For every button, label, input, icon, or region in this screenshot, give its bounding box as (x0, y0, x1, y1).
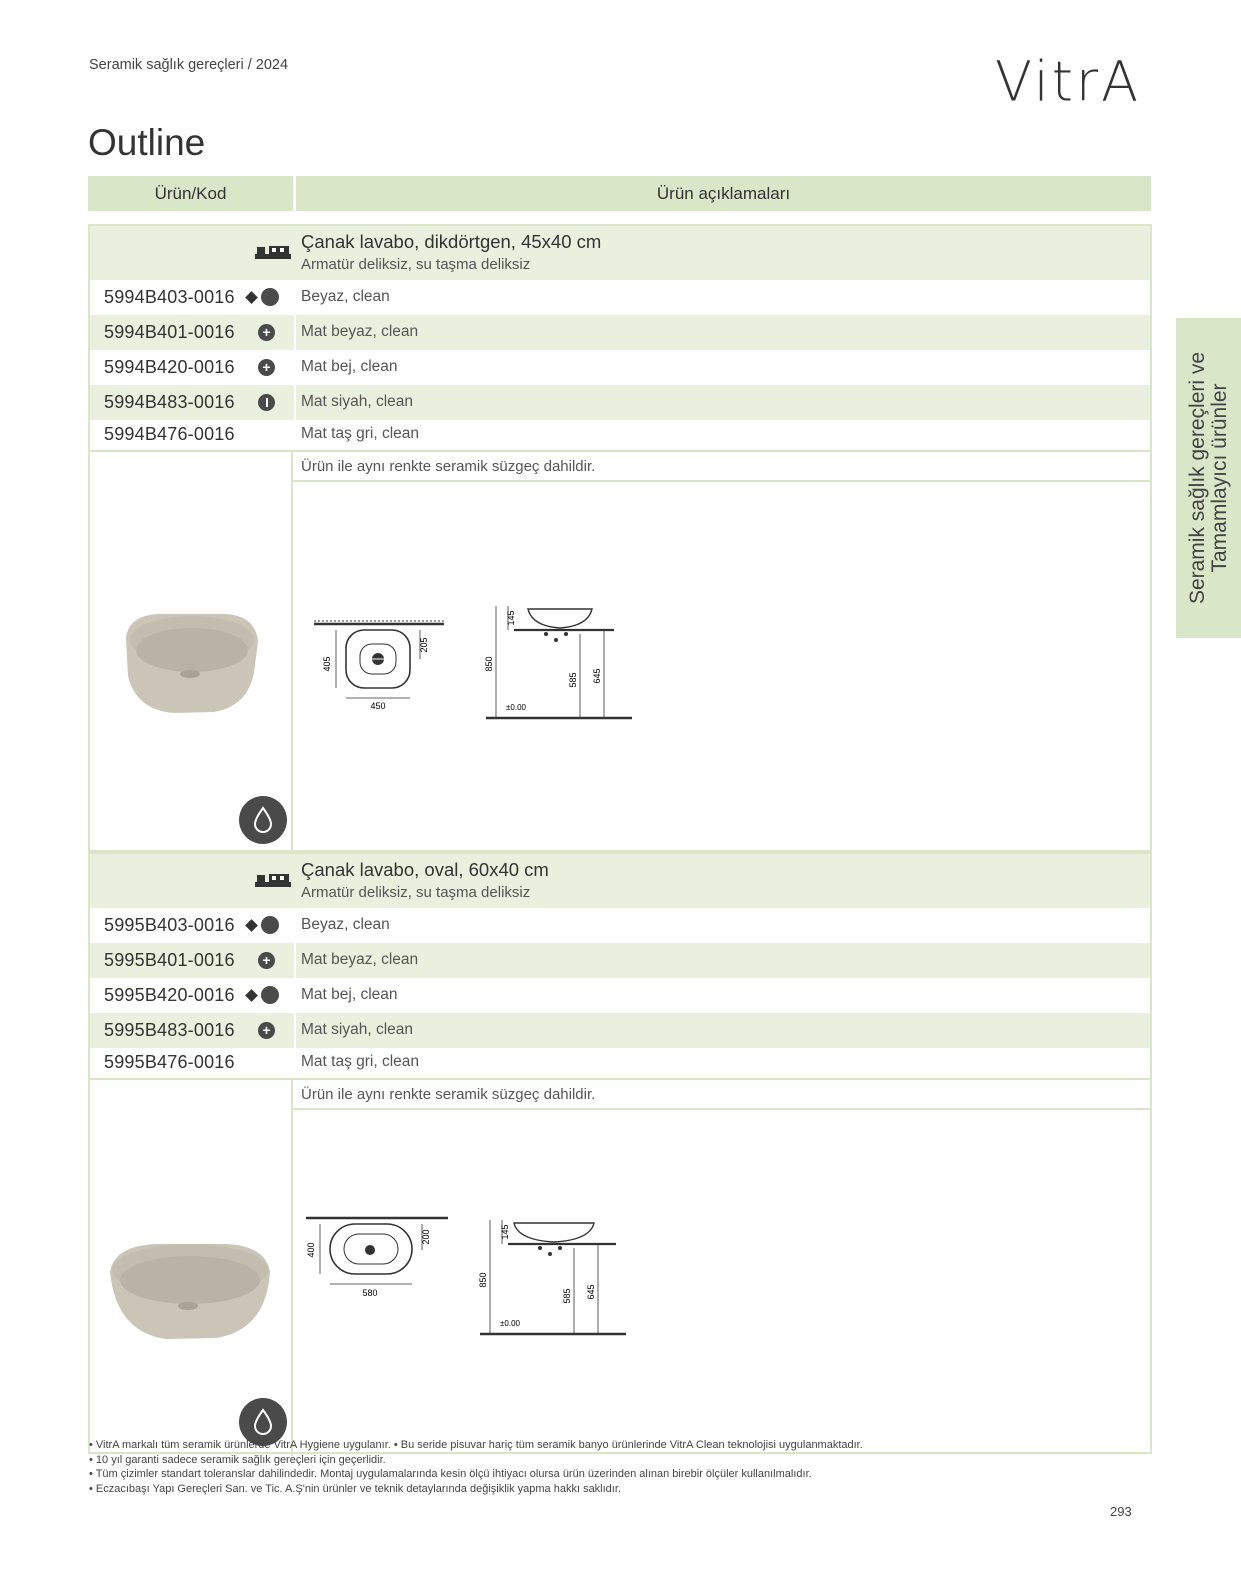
dot-marker-icon (261, 288, 279, 306)
product-subtitle: Armatür deliksiz, su taşma deliksiz (301, 884, 531, 901)
product-row[interactable] (90, 978, 1150, 1013)
side-section-label (1187, 328, 1231, 628)
dimension-depth: 400 (306, 1242, 316, 1258)
dimension-drain-a: 585 (562, 1288, 572, 1304)
dot-marker-icon (261, 916, 279, 934)
product-code: 5994B401-0016 (104, 322, 235, 342)
side-section-line1: Seramik sağlık gereçleri ve (1185, 351, 1209, 605)
dimension-height-total: 850 (478, 1272, 488, 1288)
footnote: • Eczacıbaşı Yapı Gereçleri San. ve Tic. A.Ş'nin ürünler ve teknik detaylarında değişiklik yapma hakkı saklıdır. (89, 1482, 621, 1495)
page-number: 293 (1110, 1504, 1132, 1519)
plus-marker-icon: + (258, 324, 275, 341)
dimension-drain-a: 585 (568, 672, 578, 688)
product-description: Mat bej, clean (301, 358, 398, 375)
footnote: • VitrA markalı tüm seramik ürünlerde VitrA Hygiene uygulanır. • Bu seride pisuvar hariç tüm seramik banyo ürünlerinde VitrA Clean teknolojisi uygulanmaktadır. (89, 1439, 863, 1451)
product-block-1 (88, 224, 1152, 852)
product-row[interactable] (90, 280, 1150, 315)
product-row[interactable] (90, 943, 1150, 978)
water-drop-icon (239, 796, 287, 844)
product-description: Mat taş gri, clean (301, 1053, 420, 1070)
footnote: • Tüm çizimler standart toleranslar dahilindedir. Montaj uygulamalarında kesin ölçü ihtiyacı olursa ürün üzerinden alınan birebir ölçüler kullanılmalıdır. (89, 1468, 812, 1480)
product-row[interactable] (90, 315, 1150, 350)
product-code: 5995B476-0016 (104, 1052, 235, 1072)
countertop-mount-icon (255, 872, 291, 888)
product-code: 5995B401-0016 (104, 950, 235, 970)
product-header (90, 226, 1150, 280)
diamond-marker-icon (245, 919, 258, 932)
product-block-2 (88, 852, 1152, 1454)
countertop-mount-icon (255, 244, 291, 260)
product-row[interactable] (90, 420, 1150, 450)
vitra-logo: VitrA (995, 49, 1142, 114)
bar-marker-icon (258, 394, 275, 411)
dimension-depth: 405 (322, 656, 332, 672)
side-section-line2: Tamamlayıcı ürünler (1207, 383, 1231, 573)
product-row[interactable] (90, 350, 1150, 385)
diamond-marker-icon (245, 291, 258, 304)
technical-drawing-top-view (302, 1210, 452, 1310)
footnotes (89, 1438, 863, 1496)
dimension-height-total: 850 (484, 656, 494, 672)
dot-marker-icon (261, 986, 279, 1004)
product-header (90, 854, 1150, 908)
product-title: Çanak lavabo, oval, 60x40 cm (301, 859, 549, 880)
dimension-half-depth: 205 (419, 637, 429, 653)
header-category: Seramik sağlık gereçleri / 2024 (89, 57, 289, 73)
product-description: Mat siyah, clean (301, 1021, 413, 1038)
page-title: Outline (88, 122, 206, 163)
product-code: 5994B476-0016 (104, 424, 235, 444)
dimension-bowl-height: 145 (506, 610, 516, 626)
product-note: Ürün ile aynı renkte seramik süzgeç dahildir. (301, 458, 596, 475)
product-description: Mat taş gri, clean (301, 425, 420, 442)
product-code: 5994B403-0016 (104, 287, 235, 307)
technical-drawing-top-view (308, 616, 448, 716)
product-description: Beyaz, clean (301, 288, 390, 305)
dimension-drain-b: 645 (586, 1284, 596, 1300)
dimension-floor: ±0.00 (506, 703, 526, 712)
dimension-half-depth: 200 (421, 1229, 431, 1245)
column-header-code: Ürün/Kod (88, 176, 293, 211)
product-row[interactable] (90, 1013, 1150, 1048)
product-description: Mat bej, clean (301, 986, 398, 1003)
technical-drawing-side-view (478, 1220, 628, 1340)
product-photo-oval-basin (106, 1238, 274, 1342)
product-photo-rectangular-basin (118, 610, 264, 716)
dimension-floor: ±0.00 (500, 1319, 520, 1328)
product-row[interactable] (90, 1048, 1150, 1078)
product-code: 5994B483-0016 (104, 392, 235, 412)
diamond-marker-icon (245, 989, 258, 1002)
product-row[interactable] (90, 908, 1150, 943)
product-description: Beyaz, clean (301, 916, 390, 933)
plus-marker-icon: + (258, 952, 275, 969)
plus-marker-icon: + (258, 1022, 275, 1039)
dimension-bowl-height: 145 (500, 1224, 510, 1240)
product-subtitle: Armatür deliksiz, su taşma deliksiz (301, 256, 531, 273)
product-description: Mat beyaz, clean (301, 323, 419, 340)
dimension-width: 450 (370, 701, 386, 711)
product-note: Ürün ile aynı renkte seramik süzgeç dahildir. (301, 1086, 596, 1103)
product-code: 5995B403-0016 (104, 915, 235, 935)
product-row[interactable] (90, 385, 1150, 420)
side-section-tab[interactable] (1176, 318, 1241, 638)
column-header-description: Ürün açıklamaları (296, 176, 1151, 211)
dimension-drain-b: 645 (592, 668, 602, 684)
product-code: 5994B420-0016 (104, 357, 235, 377)
product-code: 5995B420-0016 (104, 985, 235, 1005)
dimension-width: 580 (362, 1288, 378, 1298)
plus-marker-icon: + (258, 359, 275, 376)
product-code: 5995B483-0016 (104, 1020, 235, 1040)
product-description: Mat beyaz, clean (301, 951, 419, 968)
product-description: Mat siyah, clean (301, 393, 413, 410)
technical-drawing-side-view (484, 604, 634, 724)
footnote: • 10 yıl garanti sadece seramik sağlık gereçleri için geçerlidir. (89, 1453, 386, 1466)
product-title: Çanak lavabo, dikdörtgen, 45x40 cm (301, 231, 602, 252)
